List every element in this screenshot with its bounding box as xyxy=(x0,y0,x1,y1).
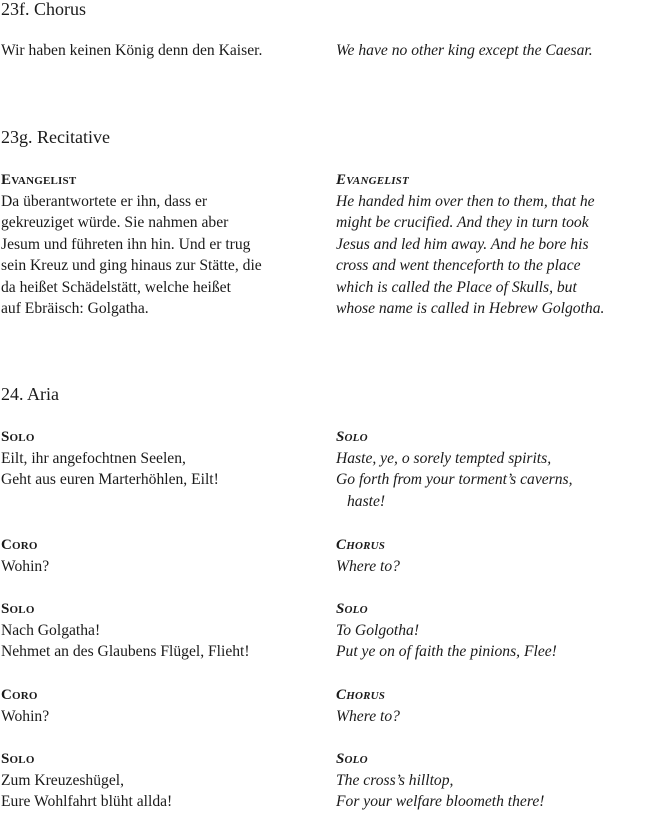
movement-heading: 23g. Recitative xyxy=(1,127,110,147)
english-line: cross and went thenceforth to the place xyxy=(336,257,581,275)
speaker-label: Evangelist xyxy=(336,172,409,188)
german-line: Eilt, ihr angefochtnen Seelen, xyxy=(1,450,186,467)
german-text-block xyxy=(1,599,321,663)
speaker-label: Solo xyxy=(1,751,35,767)
movement-heading: 24. Aria xyxy=(1,384,59,404)
german-line: da heißet Schädelstätt, welche heißet xyxy=(1,278,231,296)
english-line: Put ye on of faith the pinions, Flee! xyxy=(336,643,557,661)
speaker-label: Coro xyxy=(1,537,38,553)
speaker-label: Solo xyxy=(336,601,368,617)
german-line: Nach Golgatha! xyxy=(1,622,101,639)
german-text-block xyxy=(1,749,321,813)
english-line: The cross’s hilltop, xyxy=(336,772,454,789)
german-line: Da überantwortete er ihn, dass er xyxy=(1,193,208,210)
speaker-label: Solo xyxy=(1,429,35,445)
german-line: Eure Wohlfahrt blüht allda! xyxy=(1,793,173,811)
english-text-block xyxy=(336,685,650,727)
english-line: might be crucified. And they in turn took xyxy=(336,214,589,232)
german-line: Wohin? xyxy=(1,708,50,725)
english-text-block xyxy=(336,749,650,813)
movement-heading: 23f. Chorus xyxy=(1,0,86,19)
german-line: Zum Kreuzeshügel, xyxy=(1,772,124,789)
english-text-block xyxy=(336,170,650,319)
german-line: Wohin? xyxy=(1,558,50,575)
german-text-block xyxy=(1,685,321,727)
english-line: which is called the Place of Skulls, but xyxy=(336,278,577,296)
english-line: whose name is called in Hebrew Golgotha. xyxy=(336,300,605,318)
english-line: Haste, ye, o sorely tempted spirits, xyxy=(336,450,552,467)
german-line: auf Ebräisch: Golgatha. xyxy=(1,300,149,318)
english-text-block xyxy=(336,535,650,577)
german-text-block xyxy=(1,427,321,491)
english-line: We have no other king except the Caesar. xyxy=(336,42,593,59)
german-line: Wir haben keinen König denn den Kaiser. xyxy=(1,42,263,59)
german-text-block xyxy=(1,170,321,319)
english-line: Where to? xyxy=(336,558,400,575)
english-line: Go forth from your torment’s caverns, xyxy=(336,471,573,489)
german-line: Jesum und führeten ihn hin. Und er trug xyxy=(1,235,251,253)
english-line: He handed him over then to them, that he xyxy=(336,193,595,210)
english-line: haste! xyxy=(347,492,386,510)
speaker-label: Solo xyxy=(336,751,368,767)
speaker-label: Solo xyxy=(1,601,35,617)
german-text-block xyxy=(1,535,321,577)
german-line: Geht aus euren Marterhöhlen, Eilt! xyxy=(1,471,219,489)
german-text-block xyxy=(1,40,321,61)
german-line: sein Kreuz und ging hinaus zur Stätte, die xyxy=(1,257,262,275)
english-text-block xyxy=(336,599,650,663)
english-line: Where to? xyxy=(336,708,400,725)
speaker-label: Coro xyxy=(1,687,38,703)
german-line: gekreuziget würde. Sie nahmen aber xyxy=(1,214,229,232)
german-line: Nehmet an des Glaubens Flügel, Flieht! xyxy=(1,643,250,661)
english-line: Jesus and led him away. And he bore his xyxy=(336,235,589,253)
english-line: To Golgotha! xyxy=(336,622,420,639)
speaker-label: Chorus xyxy=(336,687,386,703)
speaker-label: Evangelist xyxy=(1,172,77,188)
speaker-label: Solo xyxy=(336,429,368,445)
english-line: For your welfare bloometh there! xyxy=(336,793,545,811)
english-text-block xyxy=(336,40,650,61)
english-text-block xyxy=(336,427,650,512)
speaker-label: Chorus xyxy=(336,537,386,553)
